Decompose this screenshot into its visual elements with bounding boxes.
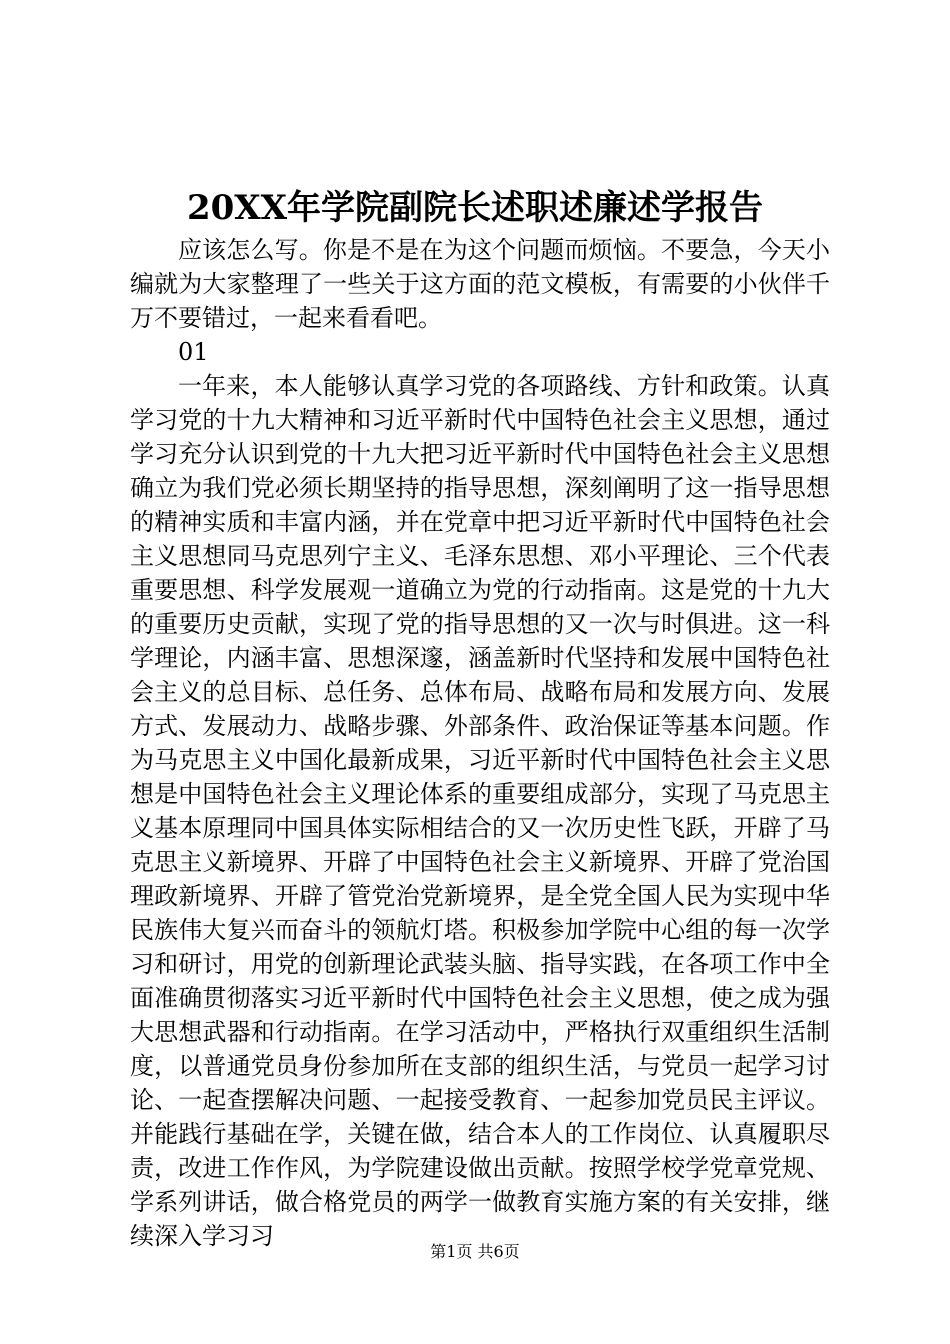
page-footer: 第1页 共6页 bbox=[430, 1242, 520, 1261]
body-paragraph: 一年来，本人能够认真学习党的各项路线、方针和政策。认真学习党的十九大精神和习近平新时代中国特色社会主义思想，通过学习充分认识到党的十九大把习近平新时代中国特色社会主义思想确立为我们党必须长期坚持的指导思想，深刻阐明了这一指导思想的精神实质和丰富内涵，并在党章中把习近平新时代中国特色社会主义思想同马克思列宁主义、毛泽东思想、邓小平理论、三个代表重要思想、科学发展观一道确立为党的行动指南。这是党的十九大的重要历史贡献，实现了党的指导思想的又一次与时俱进。这一科学理论，内涵丰富、思想深邃，涵盖新时代坚持和发展中国特色社会主义的总目标、总任务、总体布局、战略布局和发展方向、发展方式、发展动力、战略步骤、外部条件、政治保证等基本问题。作为马克思主义中国化最新成果，习近平新时代中国特色社会主义思想是中国特色社会主义理论体系的重要组成部分，实现了马克思主义基本原理同中国具体实际相结合的又一次历史性飞跃，开辟了马克思主义新境界、开辟了中国特色社会主义新境界、开辟了党治国理政新境界、开辟了管党治党新境界，是全党全国人民为实现中华民族伟大复兴而奋斗的领航灯塔。积极参加学院中心组的每一次学习和研讨，用党的创新理论武装头脑、指导实践，在各项工作中全面准确贯彻落实习近平新时代中国特色社会主义思想，使之成为强大思想武器和行动指南。在学习活动中，严格执行双重组织生活制度，以普通党员身份参加所在支部的组织生活，与党员一起学习讨论、一起查摆解决问题、一起接受教育、一起参加党员民主评议。并能践行基础在学，关键在做，结合本人的工作岗位、认真履职尽责，改进工作作风，为学院建设做出贡献。按照学校学党章党规、学系列讲话，做合格党员的两学一做教育实施方案的有关安排，继续深入学习习 bbox=[130, 372, 830, 1250]
section-number: 01 bbox=[178, 338, 209, 366]
document-title: 20XX年学院副院长述职述廉述学报告 bbox=[186, 188, 764, 228]
intro-paragraph: 应该怎么写。你是不是在为这个问题而烦恼。不要急，今天小编就为大家整理了一些关于这方面的范文模板，有需要的小伙伴千万不要错过，一起来看看吧。 bbox=[130, 236, 830, 332]
document-body bbox=[130, 233, 830, 1253]
